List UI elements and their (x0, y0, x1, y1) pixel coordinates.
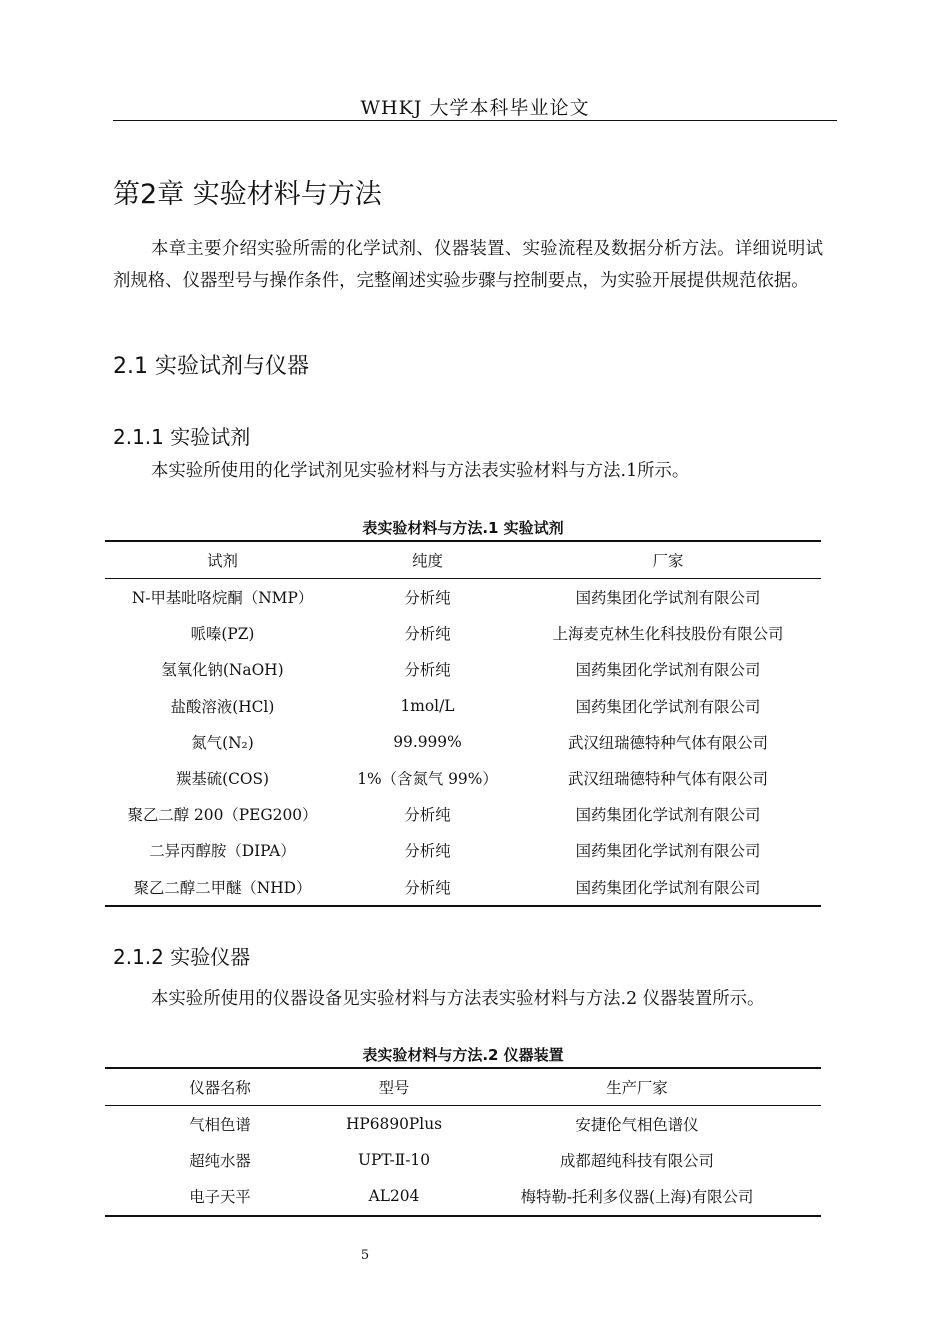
reagent-cell: 聚乙二醇二甲醚（NHD） (105, 869, 340, 906)
manufacturer-cell: 上海麦克林生化科技股份有限公司 (552, 625, 784, 644)
column-header-manufacturer: 厂家 (515, 541, 821, 579)
manufacturer-cell: 武汉纽瑞德特种气体有限公司 (567, 733, 769, 752)
table2-caption: 表实验材料与方法.2 仪器装置 (362, 1046, 564, 1064)
table-row (105, 688, 821, 724)
table-row (105, 615, 821, 651)
reagent-cell: 盐酸溶液(HCl) (170, 697, 275, 716)
table-row (105, 1106, 821, 1143)
column-header-instrument: 仪器名称 (105, 1068, 335, 1106)
table1-caption: 表实验材料与方法.1 实验试剂 (362, 519, 564, 537)
column-header-purity: 纯度 (340, 541, 515, 579)
header-rule (113, 120, 837, 121)
manufacturer-cell: 国药集团化学试剂有限公司 (575, 589, 761, 608)
purity-cell: 分析纯 (404, 661, 451, 680)
instruments-paragraph: 本实验所使用的仪器设备见实验材料与方法表实验材料与方法.2 仪器装置所示。 (151, 989, 765, 1009)
manufacturer-cell: 国药集团化学试剂有限公司 (515, 869, 821, 906)
table-row (105, 651, 821, 687)
purity-cell: 分析纯 (404, 625, 451, 644)
purity-cell: 1%（含氮气 99%） (357, 770, 498, 789)
purity-cell: 分析纯 (404, 589, 451, 608)
chapter-title: 第2章 实验材料与方法 (113, 179, 382, 210)
model-cell: AL204 (335, 1178, 453, 1215)
reagent-cell: 氮气(N₂) (191, 733, 254, 752)
manufacturer-cell: 国药集团化学试剂有限公司 (575, 842, 761, 861)
reagent-cell: 羰基硫(COS) (175, 770, 270, 789)
manufacturer-cell: 国药集团化学试剂有限公司 (575, 697, 761, 716)
instruments-table (105, 1067, 821, 1217)
running-header: WHKJ 大学本科毕业论文 (360, 97, 590, 119)
manufacturer-cell: 武汉纽瑞德特种气体有限公司 (567, 770, 769, 789)
instrument-cell: 电子天平 (105, 1178, 335, 1215)
chapter-intro-paragraph: 本章主要介绍实验所需的化学试剂、仪器装置、实验流程及数据分析方法。详细说明试剂规格、仪器型号与操作条件，完整阐述实验步骤与控制要点，为实验开展提供规范依据。 (113, 239, 823, 291)
column-header-reagent: 试剂 (105, 541, 340, 579)
table-row (105, 1142, 821, 1178)
table-row (105, 1178, 821, 1215)
table-row (105, 796, 821, 832)
table-row (105, 832, 821, 868)
model-cell: HP6890Plus (345, 1115, 443, 1134)
purity-cell: 1mol/L (400, 696, 455, 715)
reagent-cell: 哌嗪(PZ) (190, 625, 255, 644)
reagent-cell: 氢氧化钠(NaOH) (161, 661, 284, 680)
column-header-maker: 生产厂家 (453, 1068, 821, 1106)
section-2-1-1-heading: 2.1.1 实验试剂 (113, 425, 251, 449)
column-header-model: 型号 (335, 1068, 453, 1106)
reagent-cell: 聚乙二醇 200（PEG200） (127, 806, 318, 825)
table-row (105, 869, 821, 906)
section-2-1-heading: 2.1 实验试剂与仪器 (113, 354, 309, 379)
instrument-cell: 气相色谱 (189, 1116, 251, 1135)
model-cell: UPT-Ⅱ-10 (357, 1151, 431, 1170)
purity-cell: 分析纯 (340, 869, 515, 906)
maker-cell: 梅特勒-托利多仪器(上海)有限公司 (453, 1178, 821, 1215)
table-header-row (105, 1068, 821, 1106)
page-number: 5 (360, 1248, 370, 1263)
reagents-table (105, 540, 821, 907)
section-2-1-2-heading: 2.1.2 实验仪器 (113, 945, 251, 969)
table-row (105, 760, 821, 796)
instrument-cell: 超纯水器 (189, 1152, 251, 1171)
purity-cell: 99.999% (393, 732, 462, 751)
table-row (105, 579, 821, 616)
table-header-row (105, 541, 821, 579)
purity-cell: 分析纯 (404, 806, 451, 825)
maker-cell: 成都超纯科技有限公司 (560, 1152, 714, 1171)
reagent-cell: 二异丙醇胺（DIPA） (149, 842, 296, 861)
purity-cell: 分析纯 (404, 842, 451, 861)
manufacturer-cell: 国药集团化学试剂有限公司 (575, 806, 761, 825)
table-row (105, 724, 821, 760)
reagent-cell: N-甲基吡咯烷酮（NMP） (131, 589, 314, 608)
manufacturer-cell: 国药集团化学试剂有限公司 (575, 661, 761, 680)
maker-cell: 安捷伦气相色谱仪 (575, 1116, 699, 1135)
reagents-paragraph: 本实验所使用的化学试剂见实验材料与方法表实验材料与方法.1所示。 (151, 461, 690, 481)
